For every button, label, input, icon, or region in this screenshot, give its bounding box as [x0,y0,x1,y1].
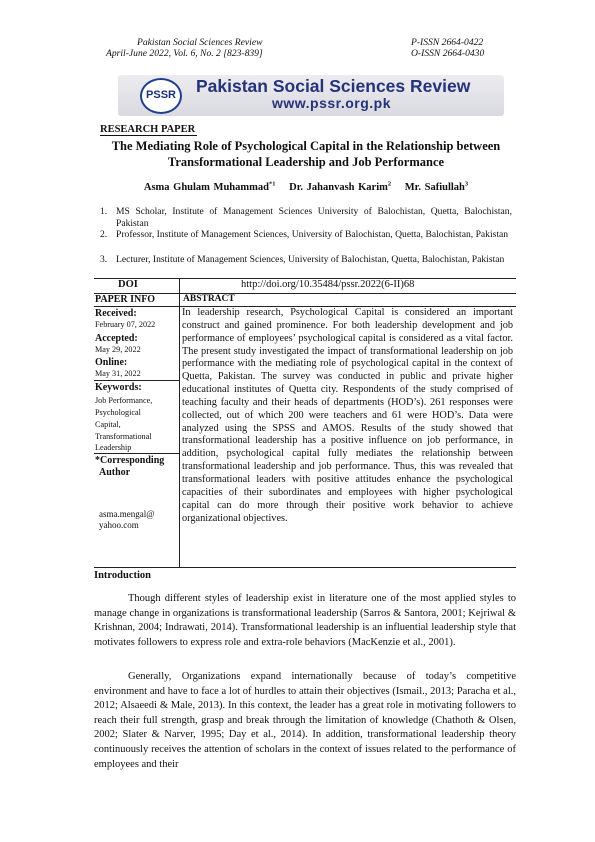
affiliation-2: 2. Professor, Institute of Management Sciences, University of Balochistan, Quetta, Balochistan, Pakistan [100,229,509,240]
keywords-label: Keywords: [95,382,142,393]
paper-title: The Mediating Role of Psychological Capital in the Relationship between Transformational Leadership and Job Performance [111,139,501,169]
keyword-5: Leadership [95,443,132,452]
corresponding-email-1[interactable]: asma.mengal@ [99,509,155,519]
journal-name-header: Pakistan Social Sciences Review [137,37,263,48]
accepted-date: May 29, 2022 [95,345,141,354]
keyword-4: Transformational [95,432,152,441]
affiliation-1: 1. MS Scholar, Institute of Management Sciences University of Balochistan, Quetta, Balochistan, Pakistan [100,206,512,229]
oissn-header: O-ISSN 2664-0430 [411,48,485,59]
keyword-3: Capital, [95,420,121,429]
info-bottom-rule [94,567,516,568]
doi-label: DOI [118,279,138,290]
info-column-divider [179,278,180,567]
corresponding-email-2[interactable]: yahoo.com [99,520,139,530]
online-label: Online: [95,357,128,368]
introduction-heading: Introduction [94,570,151,581]
journal-logo-mark: PSSR [146,89,176,101]
author-2: Dr. Jahanvash Karim$^2$ [289,180,392,193]
author-3: Mr. Safiullah$^3$ [404,180,469,193]
doi-link[interactable]: http://doi.org/10.35484/pssr.2022(6-II)68 [241,279,415,290]
abstract-text: In leadership research, Psychological Capital is considered an important construct and gained prominence. For both leadership development and job performance of employees’ psychological capital is considered as a vital factor. The present study investigated the impact of transformational leadership on job performance with the mediating role of psychological capital in the context of Quetta, Pakistan. The survey was conducted in public and private higher educational institutes of Quetta city. Respondents of the study comprised of teaching faculty and their heads of departments (HOD’s). 261 responses were collected, out of which 200 were teachers and 61 were HOD’s. Data were analyzed using the SPSS and AMOS. Results of the study showed that transformational leadership has a positive influence on job performance, in addition, psychological capital fully mediates the relationship between transformational leadership and job performance. Thus, this was revealed that transformational leaders with positive attitudes enhance the psychological capacities of their subordinates and employees with higher psychological capital can do more through their positive work behavior to achieve organizational objectives. [182,307,513,524]
dates-rule [94,380,179,381]
author-list [96,180,516,193]
corresponding-label: *Corresponding [95,455,165,466]
received-date: February 07, 2022 [95,320,156,329]
author-label: Author [99,467,131,478]
keywords-rule [94,453,179,454]
intro-paragraph-2: Generally, Organizations expand internationally because of today’s competitive environment and have to face a lot of hurdles to attain their objectives (Ismail., 2013; Paracha et al., 2012; Alsaeedi & Male, 2013). In this context, the leader has a great role in motivating followers to reach their full strength, grasp and break through the limitation of knowledge (Chathoth & Olsen, 2002; Slater & Narver, 1995; Day et al., 2014). In addition, transformational leadership theory continuously receives the attention of scholars in the context of issues related to the performance of employees and their [94,671,516,770]
online-date: May 31, 2022 [95,369,141,378]
keyword-2: Psychological [95,408,141,417]
pissn-header: P-ISSN 2664-0422 [411,37,484,48]
paper-info-label: PAPER INFO [95,294,156,305]
journal-url-link[interactable]: www.pssr.org.pk [272,95,392,111]
affiliation-3: 3. Lecturer, Institute of Management Sciences, University of Balochistan, Quetta, Balochistan, Pakistan [100,254,505,265]
issue-header: April-June 2022, Vol. 6, No. 2 [823-839] [106,48,263,59]
keyword-1: Job Performance, [95,396,153,405]
received-label: Received: [95,308,137,319]
intro-paragraph-1: Though different styles of leadership exist in literature one of the most applied styles to manage change in organizations is transformational leadership (Sarros & Santora, 2001; Kejriwal & Krishnan, 2004; Indrawati, 2014). Transformational leadership is an influential leadership style that motivates followers to express role and extra-role behaviors (MacKenzie et al., 2001). [94,593,516,648]
abstract-label: ABSTRACT [183,294,235,304]
author-1: Asma Ghulam Muhammad$^{*1}$ [143,180,276,193]
journal-logo-title: Pakistan Social Sciences Review [196,76,471,96]
accepted-label: Accepted: [95,333,138,344]
paper-type-label: RESEARCH PAPER [100,124,196,135]
